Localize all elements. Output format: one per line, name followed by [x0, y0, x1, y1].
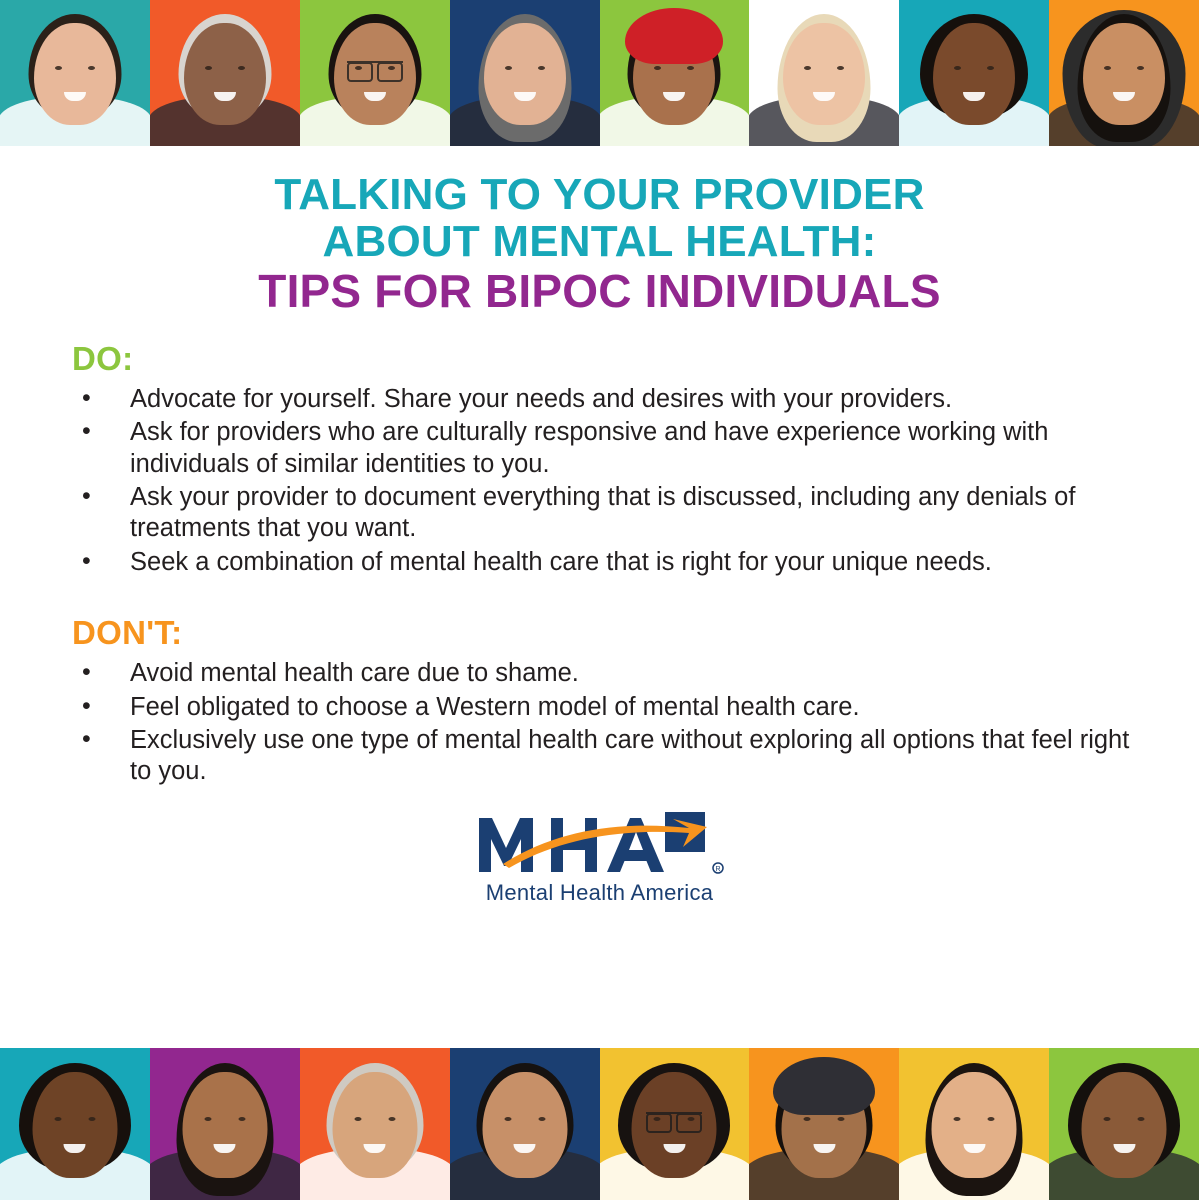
glasses-icon — [646, 1112, 702, 1130]
svg-text:R: R — [714, 865, 721, 873]
portrait-mouth — [64, 92, 86, 101]
portrait-eye — [837, 66, 844, 70]
bottom-photo-strip — [0, 1048, 1199, 1200]
portrait-face — [182, 1072, 267, 1178]
portrait-face — [34, 23, 116, 125]
portrait-eye — [205, 66, 212, 70]
portrait-face — [1082, 1072, 1167, 1178]
portrait-mouth — [1113, 1144, 1135, 1153]
section-do-heading: DO: — [72, 340, 134, 377]
portrait-woman-glasses — [600, 1048, 750, 1200]
portrait-eye — [54, 1117, 61, 1121]
portrait-face — [32, 1072, 117, 1178]
portrait-face — [482, 1072, 567, 1178]
portrait-eye — [388, 1117, 395, 1121]
list-item: • Exclusively use one type of mental health care without exploring all options that feel right to you. — [72, 725, 1135, 788]
portrait-headwear — [625, 8, 723, 64]
portrait-eye — [238, 1117, 245, 1121]
portrait-eye — [505, 66, 512, 70]
portrait-eye — [1137, 66, 1144, 70]
portrait-eye — [1104, 1117, 1111, 1121]
mha-logo-icon — [475, 806, 725, 878]
list-item: • Feel obligated to choose a Western model of mental health care. — [72, 692, 1135, 723]
portrait-woman-hijab — [1049, 0, 1199, 146]
portrait-mouth — [663, 92, 685, 101]
portrait-eye — [988, 1117, 995, 1121]
portrait-man-smiling — [899, 0, 1049, 146]
section-dont-heading: DON'T: — [72, 614, 183, 652]
portrait-mouth — [214, 92, 236, 101]
list-item: • Avoid mental health care due to shame. — [72, 658, 1135, 689]
portrait-face — [783, 23, 865, 125]
portrait-mouth — [663, 1144, 685, 1153]
portrait-eye — [88, 66, 95, 70]
portrait-man-afro — [1049, 1048, 1199, 1200]
mha-logo — [64, 806, 1135, 906]
section-dont-list — [64, 658, 1135, 787]
portrait-mouth — [364, 92, 386, 101]
portrait-eye — [987, 66, 994, 70]
portrait-person-short-hair — [450, 1048, 600, 1200]
portrait-eye — [204, 1117, 211, 1121]
title-line-3: TIPS FOR BIPOC INDIVIDUALS — [258, 265, 941, 318]
portrait-woman-smiling — [0, 0, 150, 146]
portrait-elder-man — [150, 0, 300, 146]
portrait-mouth — [514, 92, 536, 101]
portrait-eye — [238, 66, 245, 70]
glasses-icon — [347, 61, 403, 79]
portrait-eye — [687, 66, 694, 70]
portrait-mouth — [1113, 92, 1135, 101]
title-line-2: ABOUT MENTAL HEALTH: — [322, 216, 877, 266]
portrait-eye — [538, 66, 545, 70]
mha-logo-subtitle: Mental Health America — [485, 879, 714, 905]
portrait-eye — [654, 66, 661, 70]
portrait-eye — [838, 1117, 845, 1121]
portrait-woman-long-hair — [450, 0, 600, 146]
portrait-mouth — [364, 1144, 386, 1153]
portrait-face — [1083, 23, 1165, 125]
portrait-eye — [954, 66, 961, 70]
list-item: • Ask your provider to document everything that is discussed, including any denials of treatments that you want. — [72, 482, 1135, 545]
list-item: • Seek a combination of mental health care that is right for your unique needs. — [72, 547, 1135, 578]
portrait-mouth — [514, 1144, 536, 1153]
portrait-headwear — [773, 1057, 875, 1115]
portrait-elder-asian-man — [300, 1048, 450, 1200]
portrait-eye — [55, 66, 62, 70]
mha-logo-mark — [475, 806, 725, 878]
section-dont — [64, 614, 1135, 787]
portrait-woman-locs — [0, 1048, 150, 1200]
portrait-face — [332, 1072, 417, 1178]
portrait-eye — [88, 1117, 95, 1121]
portrait-young-person-glasses — [300, 0, 450, 146]
portrait-mouth — [963, 92, 985, 101]
portrait-mouth — [64, 1144, 86, 1153]
portrait-eye — [354, 1117, 361, 1121]
portrait-eye — [804, 66, 811, 70]
portrait-mouth — [214, 1144, 236, 1153]
portrait-eye — [954, 1117, 961, 1121]
portrait-young-woman — [150, 1048, 300, 1200]
portrait-mouth — [813, 1144, 835, 1153]
portrait-face — [933, 23, 1015, 125]
title-line-1: TALKING TO YOUR PROVIDER — [274, 170, 925, 219]
section-do-list — [64, 384, 1135, 578]
portrait-man-turban — [749, 1048, 899, 1200]
portrait-eye — [804, 1117, 811, 1121]
list-item: • Ask for providers who are culturally responsive and have experience working with individuals of similar identities to you. — [72, 417, 1135, 480]
portrait-eye — [1138, 1117, 1145, 1121]
portrait-eye — [1104, 66, 1111, 70]
section-do — [64, 340, 1135, 578]
portrait-woman-smiling-pink — [899, 1048, 1049, 1200]
portrait-man-red-headwrap — [600, 0, 750, 146]
portrait-eye — [538, 1117, 545, 1121]
portrait-eye — [504, 1117, 511, 1121]
portrait-face — [184, 23, 266, 125]
portrait-mouth — [963, 1144, 985, 1153]
poster-content — [0, 146, 1199, 1048]
portrait-woman-blonde — [749, 0, 899, 146]
portrait-face — [932, 1072, 1017, 1178]
portrait-face — [484, 23, 566, 125]
portrait-mouth — [813, 92, 835, 101]
top-photo-strip — [0, 0, 1199, 146]
page-title — [64, 172, 1135, 316]
list-item: • Advocate for yourself. Share your needs and desires with your providers. — [72, 384, 1135, 415]
